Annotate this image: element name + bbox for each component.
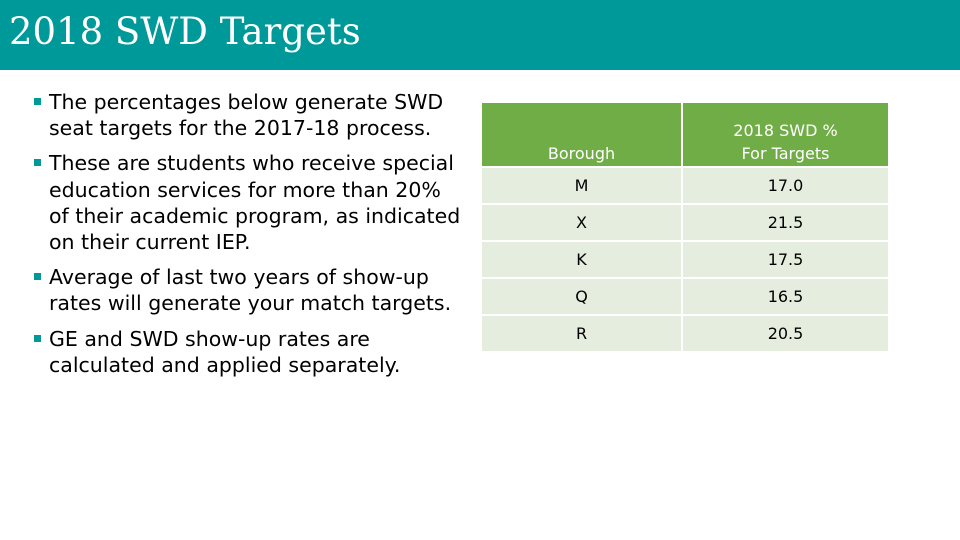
cell-borough: M: [481, 167, 682, 204]
cell-pct: 21.5: [682, 204, 889, 241]
bullet-item: [34, 89, 464, 141]
table-header-row: [481, 102, 889, 167]
bullet-item: [34, 264, 464, 316]
bullet-square-icon: [34, 273, 41, 280]
bullet-text: The percentages below generate SWD seat targets for the 2017-18 process.: [49, 90, 444, 141]
bullet-text: These are students who receive special education services for more than 20% of their academic program, as indicated on their current IEP.: [49, 151, 461, 255]
table-row: [481, 241, 889, 278]
header-borough: [481, 102, 682, 167]
bullet-text: GE and SWD show-up rates are calculated and applied separately.: [49, 326, 401, 377]
header-pct-line2: For Targets: [741, 144, 830, 163]
bullet-item: [34, 150, 464, 255]
bullet-text: Average of last two years of show-up rates will generate your match targets.: [49, 265, 452, 316]
slide-title: 2018 SWD Targets: [9, 10, 361, 53]
cell-borough: Q: [481, 278, 682, 315]
cell-pct: 17.5: [682, 241, 889, 278]
cell-borough: K: [481, 241, 682, 278]
header-pct-line1: 2018 SWD %: [733, 121, 838, 140]
header-borough-label: Borough: [547, 144, 616, 163]
table-row: [481, 167, 889, 204]
table-row: [481, 315, 889, 352]
table-row: [481, 204, 889, 241]
bullet-square-icon: [34, 159, 41, 166]
bullet-square-icon: [34, 335, 41, 342]
cell-pct: 17.0: [682, 167, 889, 204]
cell-borough: R: [481, 315, 682, 352]
cell-borough: X: [481, 204, 682, 241]
cell-pct: 16.5: [682, 278, 889, 315]
bullet-list: [34, 89, 464, 387]
bullet-item: [34, 326, 464, 378]
header-swd-percent: [682, 102, 889, 167]
table-row: [481, 278, 889, 315]
title-bar: [0, 0, 960, 70]
swd-targets-table: [480, 101, 890, 353]
cell-pct: 20.5: [682, 315, 889, 352]
bullet-square-icon: [34, 98, 41, 105]
